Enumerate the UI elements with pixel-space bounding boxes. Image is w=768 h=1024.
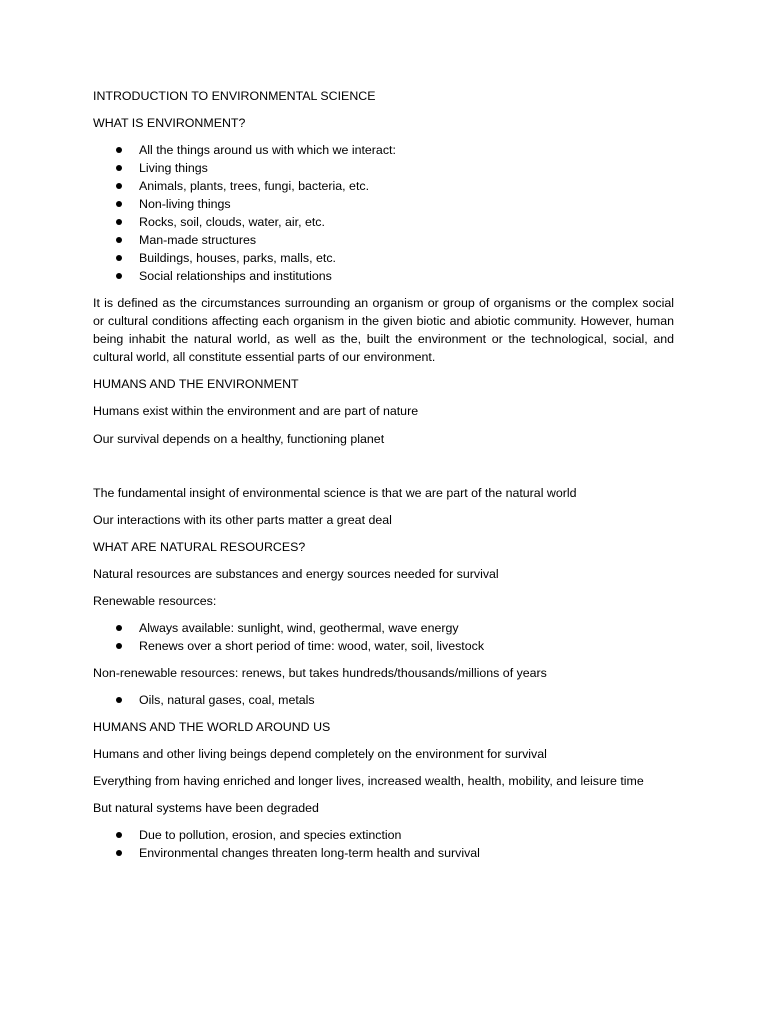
list-item [93,619,674,637]
list-item-text: Non-living things [139,197,231,211]
list-item [93,195,674,213]
bullet-icon [116,219,122,225]
nonrenewable-bullet-list [93,691,674,709]
bullet-icon [116,832,122,838]
humans-line-3: The fundamental insight of environmental science is that we are part of the natural world [93,486,577,500]
environment-bullet-list [93,141,674,285]
section-heading-world-around-us: HUMANS AND THE WORLD AROUND US [93,720,331,734]
humans-line-2: Our survival depends on a healthy, functioning planet [93,432,385,446]
list-item-text: All the things around us with which we interact: [139,143,396,157]
document-page [93,87,674,862]
list-item-text: Environmental changes threaten long-term health and survival [139,846,480,860]
list-item-text: Buildings, houses, parks, malls, etc. [139,251,336,265]
document-title: INTRODUCTION TO ENVIRONMENTAL SCIENCE [93,89,376,103]
renewable-bullet-list [93,619,674,655]
section-heading-humans-and-environment: HUMANS AND THE ENVIRONMENT [93,377,299,391]
bullet-icon [116,183,122,189]
humans-line-1: Humans exist within the environment and are part of nature [93,404,419,418]
list-item [93,637,674,655]
world-paragraph: Everything from having enriched and longer lives, increased wealth, health, mobility, and leisure time [93,774,644,788]
bullet-icon [116,643,122,649]
section-heading-what-is-environment: WHAT IS ENVIRONMENT? [93,116,246,130]
renewable-label: Renewable resources: [93,594,217,608]
list-item-text: Man-made structures [139,233,257,247]
list-item [93,826,674,844]
resources-line-1: Natural resources are substances and energy sources needed for survival [93,567,499,581]
environment-definition-paragraph: It is defined as the circumstances surrounding an organism or group of organisms or the complex social or cultural conditions affecting each organism in the given biotic and abiotic community. However, human being inhabit the natural world, as well as the, built the environment or the technological, social, and cultural world, all constitute essential parts of our environment. [93,296,674,364]
list-item-text: Rocks, soil, clouds, water, air, etc. [139,215,325,229]
list-item-text: Oils, natural gases, coal, metals [139,693,315,707]
list-item-text: Always available: sunlight, wind, geothermal, wave energy [139,621,459,635]
list-item [93,267,674,285]
list-item-text: Living things [139,161,208,175]
bullet-icon [116,165,122,171]
world-line-1: Humans and other living beings depend completely on the environment for survival [93,747,547,761]
bullet-icon [116,255,122,261]
world-line-2: But natural systems have been degraded [93,801,319,815]
list-item [93,159,674,177]
list-item [93,177,674,195]
list-item-text: Animals, plants, trees, fungi, bacteria, etc. [139,179,370,193]
nonrenewable-label: Non-renewable resources: renews, but takes hundreds/thousands/millions of years [93,666,547,680]
degradation-bullet-list [93,826,674,862]
list-item-text: Renews over a short period of time: wood, water, soil, livestock [139,639,485,653]
bullet-icon [116,201,122,207]
list-item-text: Social relationships and institutions [139,269,332,283]
humans-line-4: Our interactions with its other parts matter a great deal [93,513,392,527]
list-item [93,231,674,249]
bullet-icon [116,273,122,279]
list-item [93,213,674,231]
bullet-icon [116,147,122,153]
bullet-icon [116,237,122,243]
list-item-text: Due to pollution, erosion, and species extinction [139,828,402,842]
list-item [93,141,674,159]
list-item [93,249,674,267]
list-item [93,844,674,862]
list-item [93,691,674,709]
bullet-icon [116,697,122,703]
section-heading-natural-resources: WHAT ARE NATURAL RESOURCES? [93,540,306,554]
bullet-icon [116,625,122,631]
bullet-icon [116,850,122,856]
